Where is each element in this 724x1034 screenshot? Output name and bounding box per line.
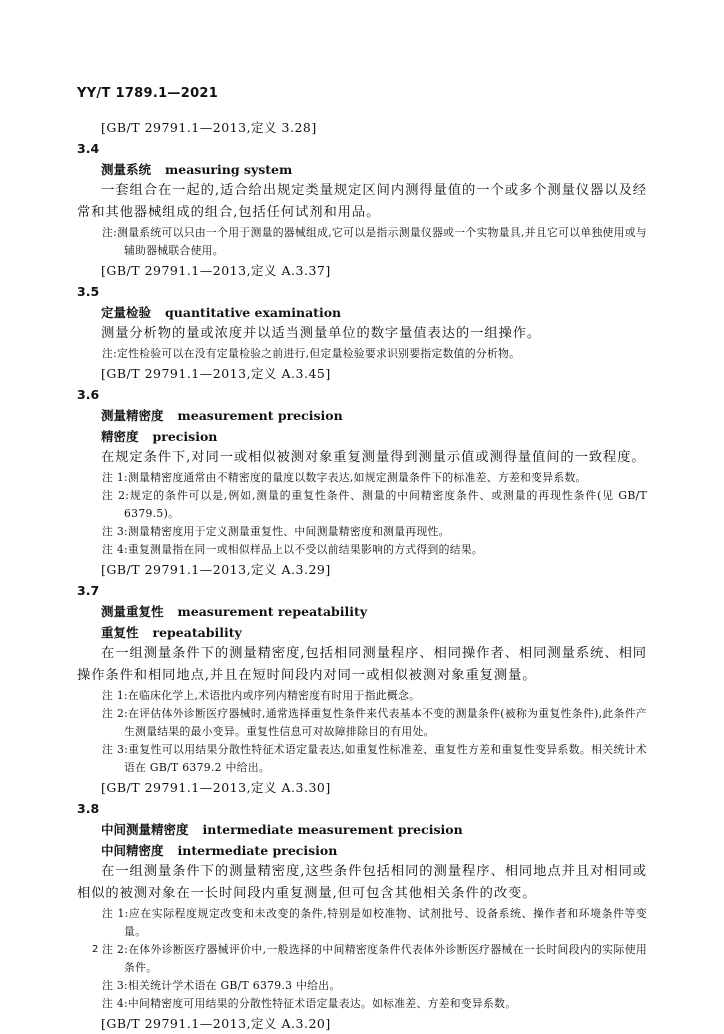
source-reference: [GB/T 29791.1—2013,定义 A.3.45] bbox=[101, 366, 331, 381]
note: 注 4:重复测量指在同一或相似样品上以不受以前结果影响的方式得到的结果。 bbox=[102, 543, 484, 556]
note: 注 3:重复性可以用结果分散性特征术语定量表达,如重复性标准差、重复性方差和重复性变异系数。相关统计术语在 GB/T 6379.2 中给出。 bbox=[102, 743, 647, 774]
note: 注 1:应在实际程度规定改变和未改变的条件,特别是如校准物、试剂批号、设备系统、操作者和环境条件等变量。 bbox=[102, 907, 647, 938]
term-chinese: 重复性 bbox=[101, 625, 139, 640]
note: 注 1:测量精密度通常由不精密度的量度以数字表达,如规定测量条件下的标准差、方差和变异系数。 bbox=[102, 471, 587, 484]
term-heading bbox=[101, 840, 647, 861]
term-chinese: 中间测量精密度 bbox=[101, 822, 189, 837]
source-reference: [GB/T 29791.1—2013,定义 A.3.37] bbox=[101, 263, 331, 278]
top-reference: [GB/T 29791.1—2013,定义 3.28] bbox=[101, 120, 317, 135]
standard-header: YY/T 1789.1—2021 bbox=[77, 86, 219, 101]
term-heading bbox=[101, 819, 647, 840]
clause-number: 3.4 bbox=[77, 141, 100, 156]
source-reference: [GB/T 29791.1—2013,定义 A.3.20] bbox=[101, 1016, 331, 1031]
term-english: measurement repeatability bbox=[177, 604, 368, 619]
term-english: repeatability bbox=[152, 625, 242, 640]
definition: 一套组合在一起的,适合给出规定类量规定区间内测得量值的一个或多个测量仪器以及经常和其他器械组成的组合,包括任何试剂和用品。 bbox=[77, 183, 647, 220]
term-chinese: 中间精密度 bbox=[101, 843, 164, 858]
term-chinese: 定量检验 bbox=[101, 305, 152, 320]
term-entry bbox=[77, 281, 647, 384]
note: 注 3:测量精密度用于定义测量重复性、中间测量精密度和测量再现性。 bbox=[102, 525, 450, 538]
term-heading bbox=[101, 601, 647, 622]
term-heading bbox=[101, 426, 647, 447]
term-entry bbox=[77, 384, 647, 580]
note: 注:测量系统可以只由一个用于测量的器械组成,它可以是指示测量仪器或一个实物量具,并且它可以单独使用或与辅助器械联合使用。 bbox=[102, 226, 647, 257]
term-heading bbox=[101, 302, 647, 323]
clause-number: 3.7 bbox=[77, 583, 100, 598]
term-english: measuring system bbox=[165, 162, 293, 177]
term-heading bbox=[101, 622, 647, 643]
term-chinese: 测量重复性 bbox=[101, 604, 164, 619]
term-heading bbox=[101, 405, 647, 426]
definition: 测量分析物的量或浓度并以适当测量单位的数字量值表达的一组操作。 bbox=[101, 326, 542, 341]
note: 注 2:在评估体外诊断医疗器械时,通常选择重复性条件来代表基本不变的测量条件(被称为重复性条件),此条件产生测量结果的最小变异。重复性信息可对故障排除目的有用处。 bbox=[102, 707, 647, 738]
document-content bbox=[77, 117, 647, 1034]
term-chinese: 测量系统 bbox=[101, 162, 152, 177]
note: 注:定性检验可以在没有定量检验之前进行,但定量检验要求识别要指定数值的分析物。 bbox=[102, 347, 521, 360]
page-number: 2 bbox=[92, 944, 99, 955]
note: 注 1:在临床化学上,术语批内或序列内精密度有时用于指此概念。 bbox=[102, 689, 421, 702]
definition: 在一组测量条件下的测量精密度,这些条件包括相同的测量程序、相同地点并且对相同或相似的被测对象在一长时间段内重复测量,但可包含其他相关条件的改变。 bbox=[77, 864, 647, 901]
note: 注 2:规定的条件可以是,例如,测量的重复性条件、测量的中间精密度条件、或测量的再现性条件(见 GB/T 6379.5)。 bbox=[102, 489, 647, 520]
term-english: intermediate measurement precision bbox=[202, 822, 463, 837]
note: 注 4:中间精密度可用结果的分散性特征术语定量表达。如标准差、方差和变异系数。 bbox=[102, 997, 517, 1010]
term-chinese: 测量精密度 bbox=[101, 408, 164, 423]
definition: 在一组测量条件下的测量精密度,包括相同测量程序、相同操作者、相同测量系统、相同操作条件和相同地点,并且在短时间段内对同一或相似被测对象重复测量。 bbox=[77, 646, 647, 683]
note: 注 3:相关统计学术语在 GB/T 6379.3 中给出。 bbox=[102, 979, 341, 992]
term-chinese: 精密度 bbox=[101, 429, 139, 444]
term-entry bbox=[77, 580, 647, 798]
term-english: quantitative examination bbox=[165, 305, 342, 320]
term-entry bbox=[77, 798, 647, 1034]
term-english: measurement precision bbox=[177, 408, 343, 423]
term-heading bbox=[101, 159, 647, 180]
clause-number: 3.6 bbox=[77, 387, 100, 402]
definition: 在规定条件下,对同一或相似被测对象重复测量得到测量示值或测得量值间的一致程度。 bbox=[101, 450, 646, 465]
clause-number: 3.8 bbox=[77, 801, 100, 816]
term-english: precision bbox=[152, 429, 218, 444]
term-entry bbox=[77, 138, 647, 281]
term-english: intermediate precision bbox=[177, 843, 338, 858]
note: 注 2:在体外诊断医疗器械评价中,一般选择的中间精密度条件代表体外诊断医疗器械在一长时间段内的实际使用条件。 bbox=[102, 943, 647, 974]
source-reference: [GB/T 29791.1—2013,定义 A.3.30] bbox=[101, 780, 331, 795]
source-reference: [GB/T 29791.1—2013,定义 A.3.29] bbox=[101, 562, 331, 577]
clause-number: 3.5 bbox=[77, 284, 100, 299]
